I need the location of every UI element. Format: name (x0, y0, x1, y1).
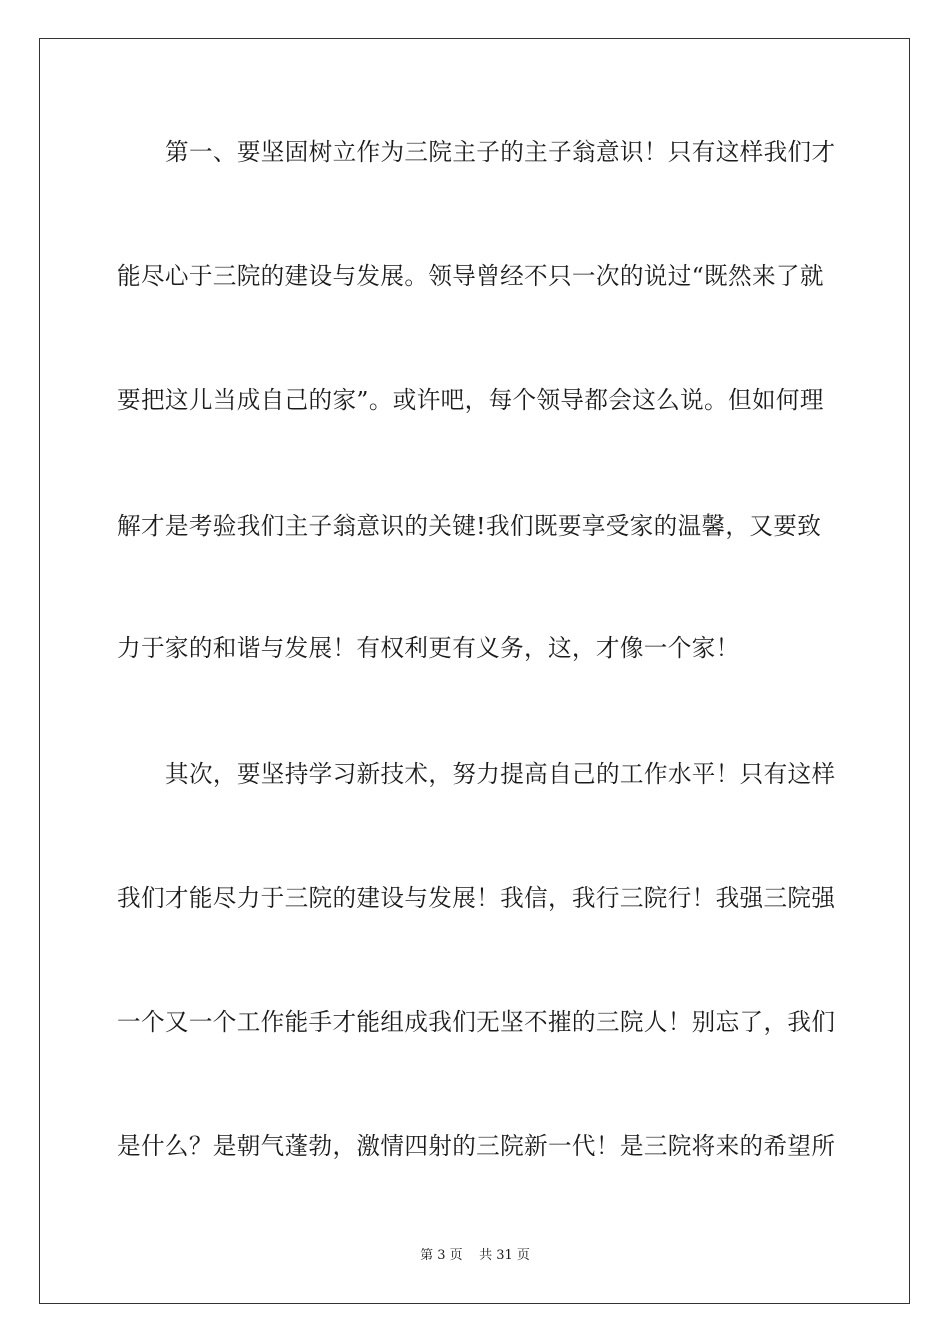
paragraph-1-line-2: 能尽心于三院的建设与发展。领导曾经不只一次的说过“既然来了就 (117, 262, 824, 290)
paragraph-1-line-5: 力于家的和谐与发展！有权利更有义务，这，才像一个家！ (117, 634, 740, 662)
paragraph-2-line-4: 是什么？是朝气蓬勃，激情四射的三院新一代！是三院将来的希望所 (117, 1132, 836, 1160)
paragraph-1-line-1: 第一、要坚固树立作为三院主子的主子翁意识！只有这样我们才 (165, 138, 836, 166)
page-border (39, 38, 910, 1304)
paragraph-1-line-3: 要把这儿当成自己的家”。或许吧，每个领导都会这么说。但如何理 (117, 386, 824, 414)
paragraph-1-line-4: 解才是考验我们主子翁意识的关键!我们既要享受家的温馨，又要致 (117, 512, 822, 540)
page-number-footer: 第 3 页 共 31 页 (420, 1248, 530, 1263)
paragraph-2-line-3: 一个又一个工作能手才能组成我们无坚不摧的三院人！别忘了，我们 (117, 1008, 836, 1036)
paragraph-2-line-1: 其次，要坚持学习新技术，努力提高自己的工作水平！只有这样 (165, 760, 836, 788)
paragraph-2-line-2: 我们才能尽力于三院的建设与发展！我信，我行三院行！我强三院强 (117, 884, 836, 912)
